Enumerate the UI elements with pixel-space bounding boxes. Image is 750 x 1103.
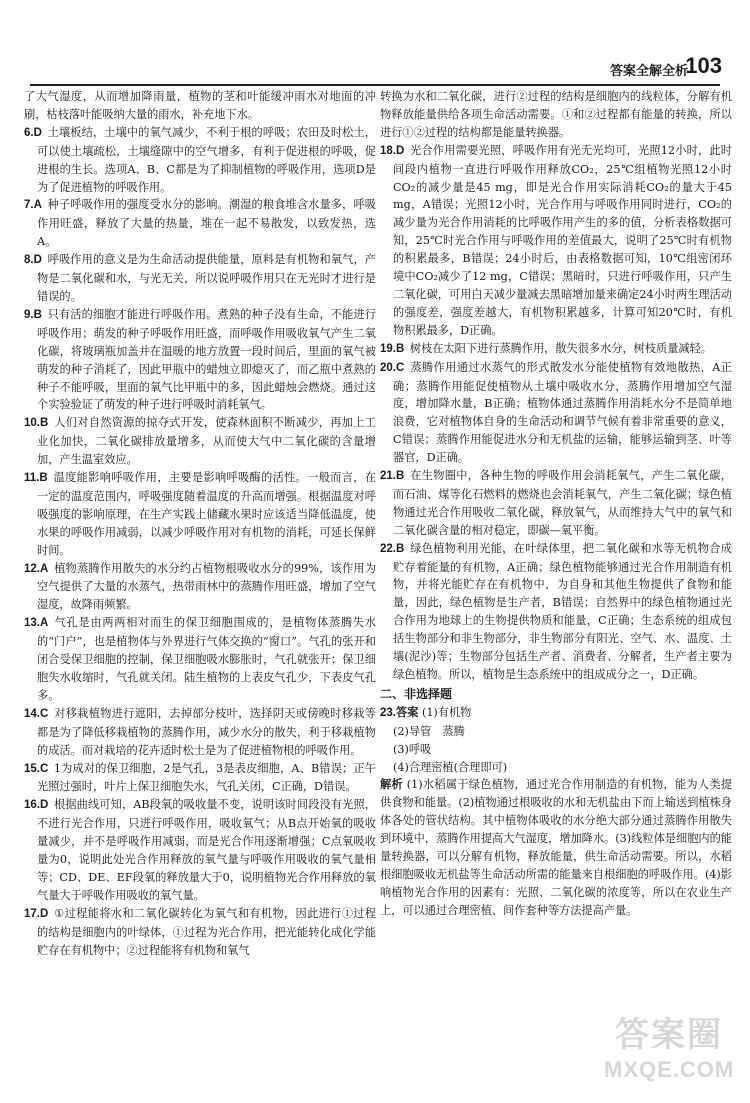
answer-item	[24, 124, 376, 197]
question-number: 15.C	[24, 762, 49, 775]
left-column	[24, 88, 376, 960]
explanation-text: 转换为水和二氧化碳，进行②过程的结构是细胞内的线粒体，分解有机物释放能量供给各项生命活动需要。①和②过程都有能量的转换，所以进行①②过程的结构都是能量转换器。	[380, 90, 732, 139]
answer-item	[380, 359, 732, 467]
page-number: 103	[685, 53, 722, 78]
question-number: 7.A	[24, 199, 42, 212]
explanation-text: 土壤板结，土壤中的氧气减少，不利于根的呼吸；农田及时松土，可以使土壤疏松，土壤缝隙中的空气增多，有利于促进根的呼吸，促进根的生长。选项A、B、C都是为了抑制植物的呼吸作用，选项D是为了促进植物的呼吸作用。	[37, 125, 376, 194]
explanation-text: 根据曲线可知，AB段氧的吸收量不变，说明该时间段没有光照，不进行光合作用，只进行呼吸作用，吸收氧气；从B点开始氧的吸收量减少，并不是呼吸作用减弱，而是光合作用逐渐增强；C点氧吸收量为0，说明此处光合作用释放的氧气量与呼吸作用吸收的氧气量相等；CD、DE、EF段氧的释放量大于0，说明植物光合作用释放的氧气量大于呼吸作用吸收的氧气量。	[37, 798, 376, 902]
question-number: 13.A	[24, 617, 49, 630]
page-header	[0, 0, 750, 86]
explanation-text: 植物蒸腾作用散失的水分约占植物根吸收水分的99%，该作用为空气提供了大量的水蒸气，热带雨林中的蒸腾作用旺盛，增加了空气湿度，故降雨频繁。	[37, 561, 376, 612]
question-number: 10.B	[24, 417, 49, 430]
explanation-text: 在生物圈中，各种生物的呼吸作用会消耗氧气，产生二氧化碳，而石油、煤等化石燃料的燃烧也会消耗氧气，产生二氧化碳；绿色植物通过光合作用吸收二氧化碳，释放氧气，从而维持大气中的氧气和二氧化碳含量的相对稳定，即碳—氧平衡。	[393, 469, 732, 537]
question-number: 12.A	[24, 562, 49, 575]
answer-item	[24, 251, 376, 306]
answer-item	[380, 142, 732, 340]
answer-line: (1)有机物	[421, 705, 472, 719]
answer-line: (3)呼吸	[393, 742, 432, 756]
answer-item	[24, 796, 376, 904]
question-number: 16.D	[24, 799, 49, 812]
explanation-text: 气孔是由两两相对而生的保卫细胞围成的，是植物体蒸腾失水的“门户”，也是植物体与外界进行气体交换的“窗口”。气孔的张开和闭合受保卫细胞的控制，保卫细胞吸水膨胀时，气孔就张开；保卫细胞失水收缩时，气孔就关闭。陆生植物的上表皮气孔少，下表皮气孔多。	[37, 616, 376, 702]
question-number: 17.D	[24, 907, 49, 920]
explanation-text: 种子呼吸作用的强度受水分的影响。潮湿的粮食堆含水量多，呼吸作用旺盛，释放了大量的热量，堆在一起不易散发，以致发热，选A。	[37, 198, 376, 249]
question-number: 20.C	[380, 361, 405, 374]
watermark-logo	[604, 1013, 734, 1093]
question-number: 6.D	[24, 126, 42, 139]
question-number: 19.B	[380, 342, 405, 355]
header-divider	[30, 84, 720, 86]
answer-item	[24, 88, 376, 124]
answer-item	[24, 414, 376, 469]
explanation-text: 蒸腾作用通过水蒸气的形式散发水分能使植物有效地散热，A正确；蒸腾作用能促使植物从土壤中吸收水分，蒸腾作用增加空气湿度，增加降水量，B正确；植物体通过蒸腾作用消耗水分不是简单地浪费，它对植物体自身的生命活动和调节气候有着非常重要的意义，C错误；蒸腾作用能促进水分和无机盐的运输，能够运输到茎、叶等器官，D正确。	[393, 360, 732, 465]
question-number: 18.D	[380, 144, 405, 157]
explanation-text: 呼吸作用的意义是为生命活动提供能量，原料是有机物和氧气，产物是二氧化碳和水，与光无关，所以说呼吸作用只在无光时才进行是错误的。	[37, 253, 376, 303]
answer-item	[380, 88, 732, 142]
question-number: 14.C	[24, 707, 49, 720]
header-title: 答案全解全析	[609, 64, 688, 79]
explanation-text: 只有活的细胞才能进行呼吸作用。煮熟的种子没有生命，不能进行呼吸作用；萌发的种子呼吸作用旺盛，而呼吸作用吸收氧气产生二氧化碳，将玻璃瓶加盖并在温暖的地方放置一段时间后，里面的氧气被萌发的种子消耗了，因此甲瓶中的蜡烛立即熄灭了，而乙瓶中煮熟的种子不能呼吸，里面的氧气比甲瓶中的多，因此蜡烛会燃烧。通过这个实验验证了萌发的种子进行呼吸时消耗氧气。	[37, 307, 376, 412]
explanation-text: 绿色植物利用光能，在叶绿体里，把二氧化碳和水等无机物合成贮存着能量的有机物，A正确；绿色植物能够通过光合作用制造有机物，并将光能贮存在有机物中，为自身和其他生物提供了食物和能量，因此，绿色植物是生产者，B错误；自然界中的绿色植物通过光合作用为地球上的生物提供物质和能量，C正确；生态系统的组成包括生物部分和非生物部分，非生物部分有阳光、空气、水、温度、土壤(泥沙)等；生物部分包括生产者、消费者、分解者，生产者主要为绿色植物。所以，植物是生态系统中的组成成分之一，D正确。	[393, 541, 732, 681]
explanation-text: 人们对自然资源的掠夺式开发，使森林面积不断减少，再加上工业化加快，二氧化碳排放量增多，从而使大气中二氧化碳的含量增加，产生温室效应。	[37, 416, 376, 467]
explanation-text: 1为成对的保卫细胞，2是气孔，3是表皮细胞，A、B错误；正午光照过强时，叶片上保卫细胞失水，气孔关闭，C正确，D错误。	[37, 761, 376, 794]
answer-item	[24, 560, 376, 615]
analysis-paragraph	[380, 776, 732, 919]
question-number: 22.B	[380, 542, 405, 555]
explanation-text: ①过程能将水和二氧化碳转化为氧气和有机物，因此进行①过程的结构是细胞内的叶绿体，①过程为光合作用，把光能转化成化学能贮存在有机物中；②过程能将有机物和氧气	[37, 906, 376, 957]
analysis-label: 解析	[380, 778, 403, 792]
right-column-items	[380, 88, 732, 684]
answer-item	[24, 705, 376, 760]
answer-line: (4)合理密植(合理即可)	[393, 760, 508, 774]
analysis-text: (1)水稻属于绿色植物，通过光合作用制造的有机物，能为人类提供食物和能量。(2)植物通过根吸收的水和无机盐由下而上输送到植株身体各处的管状结构。其中植物体吸收的水分绝大部分通过蒸腾作用散失到环境中，蒸腾作用提高大气湿度，增加降水。(3)线粒体是细胞内的能量转换器，可以分解有机物，释放能量，供生命活动需要。所以，水稻根细胞吸收无机盐等生命活动所需的能量来自根细胞的呼吸作用。(4)影响植物光合作用的因素有：光照、二氧化碳的浓度等，所以在农业生产上，可以通过合理密植、间作套种等方法提高产量。	[380, 778, 732, 917]
watermark-sub: MXQE.COM	[604, 1057, 735, 1082]
answer-item	[24, 306, 376, 414]
explanation-text: 光合作用需要光照，呼吸作用有光无光均可，光照12小时，此时间段内植物一直进行呼吸作用释放CO₂，25℃组植物光照12小时CO₂的减少量是45 mg，即是光合作用实际消耗CO₂的量大于45 mg，A错误；光照12小时，光合作用与呼吸作用同时进行，CO₂的减少量为光合作用消耗的比呼吸作用产生的多的值，分析表格数据可知，25℃时光合作用与呼吸作用的差值最大，说明了25℃时有机物的积累最多，B错误；24小时后，由表格数据可知，10℃组密闭环境中CO₂减少了12 mg，C错误；黑暗时，只进行呼吸作用，只产生二氧化碳，可用白天减少量减去黑暗增加量来确定24小时两生理活动的强度差，强度差越大，有机物积累越多，计算可知20℃时，有机物积累最多，D正确。	[393, 143, 732, 337]
answer-item	[24, 614, 376, 705]
watermark-main: 答案圈	[615, 1015, 723, 1055]
explanation-text: 树枝在太阳下进行蒸腾作用，散失很多水分，树枝质量减轻。	[409, 341, 712, 355]
answer-item	[380, 540, 732, 684]
question-number: 8.D	[24, 254, 42, 267]
question-number: 9.B	[24, 308, 42, 321]
question-number: 23.	[380, 706, 396, 719]
answer-item	[24, 760, 376, 797]
question-number: 11.B	[24, 472, 48, 485]
answer-item	[24, 469, 376, 560]
explanation-text: 温度能影响呼吸作用，主要是影响呼吸酶的活性。一般而言，在一定的温度范围内，呼吸强度随着温度的升高而增强。根据温度对呼吸强度的影响原理，在生产实践上储藏水果时应该适当降低温度，使水果的呼吸作用减弱，以减少呼吸作用对有机物的消耗，可延长保鲜时间。	[37, 471, 376, 557]
answer-item	[380, 467, 732, 540]
right-column	[380, 88, 732, 920]
question-23	[380, 704, 732, 723]
answer-item	[24, 905, 376, 960]
answer-item	[24, 196, 376, 251]
answer-item	[380, 340, 732, 359]
question-number: 21.B	[380, 470, 405, 483]
explanation-text: 了大气湿度，从而增加降雨量，植物的茎和叶能缓冲雨水对地面的冲刷，枯枝落叶能吸纳大量的雨水，补充地下水。	[24, 90, 376, 121]
answer-label: 答案	[396, 705, 419, 719]
answer-line: (2)导管 蒸腾	[393, 724, 465, 738]
section-title: 二、非选择题	[380, 686, 453, 701]
explanation-text: 对移栽植物进行遮阳，去掉部分枝叶，选择阴天或傍晚时移栽等都是为了降低移栽植物的蒸腾作用，减少水分的散失，利于移栽植物的成活。而对栽培的花卉适时松土是为了促进植物根的呼吸作用。	[37, 706, 376, 757]
